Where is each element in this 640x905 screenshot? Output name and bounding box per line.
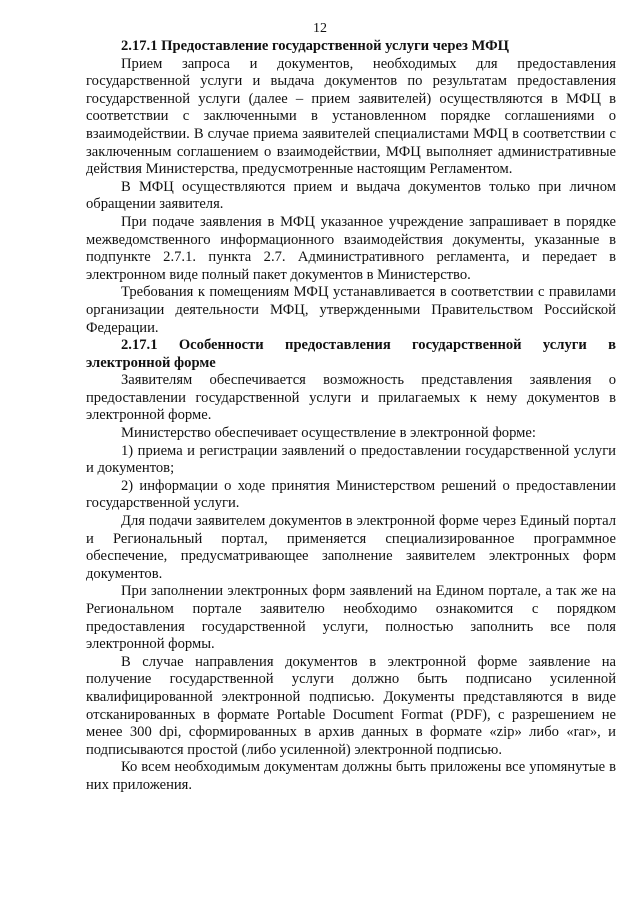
paragraph: Требования к помещениям МФЦ устанавливается в соответствии с правилами организации деятельности МФЦ, утвержденными Правительством Российской Федерации.: [86, 284, 616, 336]
paragraph: Заявителям обеспечивается возможность представления заявления о предоставлении государственной услуги и прилагаемых к нему документов в электронной форме.: [86, 372, 616, 424]
list-item: 2) информации о ходе принятия Министерством решений о предоставлении государственной услуги.: [86, 477, 616, 512]
section-heading-mfc: 2.17.1 Предоставление государственной услуги через МФЦ: [121, 38, 509, 54]
section-heading-electronic-cont: электронной форме: [86, 354, 216, 371]
list-item: 1) приема и регистрации заявлений о предоставлении государственной услуги и документов;: [86, 442, 616, 477]
paragraph: При заполнении электронных форм заявлений на Едином портале, а так же на Региональном портале заявителю необходимо ознакомится с порядком предоставления государственной услуги, полностью заполнить все поля электронной формы.: [86, 583, 616, 653]
page-number: 12: [313, 21, 327, 36]
paragraph: Для подачи заявителем документов в электронной форме через Единый портал и Региональный портал, применяется специализированное программное обеспечение, предусматривающее заполнение заявителем электронных форм документов.: [86, 513, 616, 582]
paragraph: Министерство обеспечивает осуществление в электронной форме:: [121, 425, 536, 442]
paragraph: В случае направления документов в электронной форме заявление на получение государственной услуги должно быть подписано усиленной квалифицированной электронной подписью. Документы представляются в виде отсканированных в формате Portable Document Format (PDF), с разрешением не менее 300 dpi, сформированных в архив данных в формате «zip» либо «rar», и подписываются простой (либо усиленной) электронной подписью.: [86, 653, 616, 758]
paragraph: В МФЦ осуществляются прием и выдача документов только при личном обращении заявителя.: [86, 178, 616, 213]
paragraph: Ко всем необходимым документам должны быть приложены все упомянутые в них приложения.: [86, 759, 616, 793]
document-body: [86, 38, 616, 795]
paragraph: Прием запроса и документов, необходимых для предоставления государственной услуги и выдача документов по результатам предоставления государственной услуги (далее – прием заявителей) осуществляются в МФЦ в соответствии с заключенными в установленном порядке соглашениями о взаимодействии. В случае приема заявителей специалистами МФЦ в соответствии с заключенным соглашением о взаимодействии, МФЦ выполняет административные действия Министерства, предусмотренные настоящим Регламентом.: [86, 55, 616, 178]
paragraph: При подаче заявления в МФЦ указанное учреждение запрашивает в порядке межведомственного информационного взаимодействия документы, указанные в подпункте 2.7.1. пункта 2.7. Административного регламента, и передает в электронном виде полный пакет документов в Министерство.: [86, 213, 616, 283]
section-heading-electronic: 2.17.1 Особенности предоставления государственной услуги в: [121, 337, 616, 354]
